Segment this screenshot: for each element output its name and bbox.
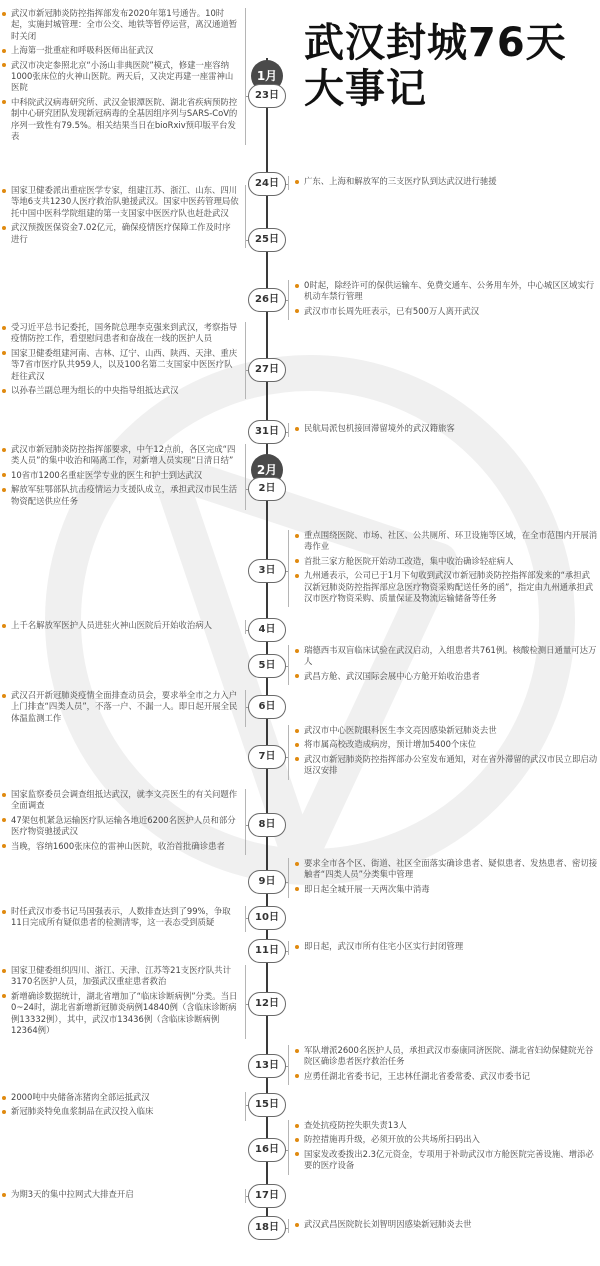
event-text: 应勇任湖北省委书记，王忠林任湖北省委常委、武汉市委书记 — [304, 1070, 531, 1081]
day-connector — [246, 489, 248, 490]
event-group — [2, 690, 246, 727]
event-item — [295, 1219, 598, 1230]
event-text: 以孙春兰副总理为组长的中央指导组抵达武汉 — [11, 385, 179, 396]
event-item — [2, 1092, 239, 1103]
bullet-icon — [2, 226, 6, 230]
event-text: 防控措施再升级，必须开放的公共场所扫码出入 — [304, 1134, 480, 1145]
event-item — [295, 1120, 598, 1131]
bullet-icon — [2, 994, 6, 998]
bullet-icon — [2, 793, 6, 797]
event-item — [2, 185, 239, 219]
day-connector — [246, 630, 248, 631]
bullet-icon — [2, 818, 6, 822]
bullet-icon — [2, 910, 6, 914]
event-group — [288, 858, 598, 898]
day-badge: 13日 — [248, 1054, 286, 1078]
event-item — [2, 1189, 239, 1200]
bullet-icon — [295, 887, 299, 891]
bullet-icon — [2, 969, 6, 973]
bullet-icon — [2, 351, 6, 355]
day-connector — [246, 1105, 248, 1106]
event-text: 国家卫健委组建河南、吉林、辽宁、山西、陕西、天津、重庆等7省市医疗队共959人，以及100名第二支国家中医医疗队赶往武汉 — [11, 347, 238, 381]
event-item — [2, 484, 239, 507]
event-group — [288, 423, 598, 437]
event-group — [2, 8, 246, 145]
event-group — [288, 941, 598, 955]
event-item — [2, 620, 239, 631]
event-item — [2, 322, 239, 345]
event-text: 武汉市中心医院眼科医生李文亮因感染新冠肺炎去世 — [304, 725, 497, 735]
day-badge: 16日 — [248, 1138, 286, 1162]
day-connector — [246, 825, 248, 826]
page-title-line1: 武汉封城76天 — [304, 20, 567, 66]
day-badge: 3日 — [248, 559, 286, 583]
event-item — [295, 570, 598, 604]
event-item — [2, 8, 239, 42]
bullet-icon — [2, 100, 6, 104]
event-text: 0时起，除经许可的保供运输车、免费交通车、公务用车外，中心城区区域实行机动车禁行管理 — [304, 280, 595, 302]
event-text: 47架包机紧急运输医疗队运输各地近6200名医护人员和部分医疗物资驰援武汉 — [11, 814, 236, 837]
event-text: 民航局派包机接回滞留境外的武汉籍旅客 — [304, 423, 455, 433]
event-text: 查处抗疫防控失职失责13人 — [304, 1120, 407, 1130]
event-group — [2, 1092, 246, 1121]
event-item — [2, 991, 239, 1037]
bullet-icon — [2, 326, 6, 330]
event-group — [2, 789, 246, 855]
event-item — [295, 725, 598, 736]
day-badge: 26日 — [248, 288, 286, 312]
event-text: 将市属高校改造成病房，预计增加5400个床位 — [304, 739, 477, 750]
event-item — [295, 280, 598, 303]
day-badge: 4日 — [248, 618, 286, 642]
day-badge: 11日 — [248, 939, 286, 963]
day-connector — [246, 240, 248, 241]
event-item — [295, 1045, 598, 1068]
event-group — [2, 906, 246, 932]
event-text: 10省市1200名重症医学专业的医生和护士到达武汉 — [11, 469, 203, 480]
bullet-icon — [2, 1096, 6, 1100]
page-title — [304, 20, 567, 112]
bullet-icon — [295, 1152, 299, 1156]
event-item — [295, 858, 598, 881]
event-item — [2, 690, 239, 724]
event-item — [295, 176, 598, 187]
day-connector — [246, 1196, 248, 1197]
event-item — [295, 530, 598, 553]
day-connector — [246, 96, 248, 97]
event-text: 武汉武昌医院院长刘智明因感染新冠肺炎去世 — [304, 1219, 472, 1229]
bullet-icon — [295, 674, 299, 678]
bullet-icon — [2, 1193, 6, 1197]
month-badge-january: 1月 — [251, 60, 283, 92]
event-item — [295, 739, 598, 750]
day-badge: 23日 — [248, 84, 286, 108]
event-item — [2, 45, 239, 56]
day-badge: 8日 — [248, 813, 286, 837]
event-item — [2, 470, 239, 481]
bullet-icon — [2, 389, 6, 393]
event-text: 上千名解放军医护人员进驻火神山医院后开始收治病人 — [11, 620, 212, 630]
bullet-icon — [2, 189, 6, 193]
event-text: 国家卫健委组织四川、浙江、天津、江苏等21支医疗队共计3170名医护人员，加强武汉重症患者救治 — [11, 965, 232, 987]
event-item — [295, 556, 598, 567]
event-group — [2, 322, 246, 399]
day-badge: 12日 — [248, 992, 286, 1016]
day-connector — [246, 918, 248, 919]
event-item — [295, 1134, 598, 1145]
day-badge: 5日 — [248, 654, 286, 678]
event-text: 军队增派2600名医护人员，承担武汉市泰康同济医院、湖北省妇幼保健院光谷院区确诊患者医疗救治任务 — [304, 1045, 594, 1067]
event-text: 国家卫健委派出重症医学专家，组建江苏、浙江、山东、四川等地6支共1230人医疗救治队驰援武汉。国家中医药管理局依托中国中医科学院组建的第一支国家中医医疗队也赶赴武汉 — [11, 185, 239, 218]
bullet-icon — [2, 488, 6, 492]
event-text: 国家监察委员会调查组抵达武汉，就李文亮医生的有关问题作全面调查 — [11, 789, 238, 811]
day-badge: 2日 — [248, 477, 286, 501]
month-badge-february: 2月 — [251, 454, 283, 486]
bullet-icon — [295, 649, 299, 653]
bullet-icon — [2, 844, 6, 848]
bullet-icon — [295, 180, 299, 184]
bullet-icon — [2, 1110, 6, 1114]
page-title-line2: 大事记 — [304, 66, 427, 112]
day-badge: 31日 — [248, 420, 286, 444]
event-text: 武汉市决定参照北京“小汤山非典医院”模式，修建一座容纳1000张床位的火神山医院。两天后，又决定再建一座雷神山医院 — [11, 59, 234, 93]
bullet-icon — [295, 1074, 299, 1078]
event-text: 九州通表示，公司已于1月下旬收到武汉市新冠肺炎防控指挥部发来的“承担武汉新冠肺炎防控指挥部应急医疗物资采购配送任务的函”，指定由九州通承担武汉市医疗物资采购、质量保证及物流运输储备等任务 — [304, 570, 594, 604]
event-text: 武昌方舱、武汉国际会展中心方舱开始收治患者 — [304, 670, 480, 681]
event-text: 即日起，武汉市所有住宅小区实行封闭管理 — [304, 941, 464, 951]
bullet-icon — [2, 12, 6, 16]
event-group — [288, 1045, 598, 1085]
event-text: 为期3天的集中拉网式大排查开启 — [11, 1189, 134, 1199]
event-item — [295, 1071, 598, 1082]
event-group — [288, 725, 598, 780]
event-text: 国家发改委拨出2.3亿元资金，专项用于补助武汉市方舱医院完善设施、增添必要的医疗设备 — [304, 1148, 594, 1171]
event-text: 广东、上海和解放军的三支医疗队到达武汉进行驰援 — [304, 176, 497, 186]
day-badge: 15日 — [248, 1093, 286, 1117]
event-item — [295, 306, 598, 317]
event-item — [2, 348, 239, 382]
event-item — [2, 444, 239, 467]
bullet-icon — [295, 1124, 299, 1128]
day-badge: 18日 — [248, 1216, 286, 1240]
event-item — [2, 789, 239, 812]
bullet-icon — [295, 743, 299, 747]
event-item — [295, 423, 598, 434]
event-group — [2, 965, 246, 1039]
event-text: 时任武汉市委书记马国强表示，人数排查达到了99%，争取11日完成所有疑似患者的检测清零，这一表态受到质疑 — [11, 906, 231, 928]
event-group — [288, 1219, 598, 1233]
day-badge: 10日 — [248, 906, 286, 930]
event-group — [2, 620, 246, 634]
event-text: 武汉市新冠肺炎防控指挥部要求，中午12点前，各区完成“四类人员”的集中收治和隔离工作，对新增人员实现“日清日结” — [11, 444, 236, 466]
bullet-icon — [2, 63, 6, 67]
event-group — [288, 530, 598, 607]
bullet-icon — [2, 624, 6, 628]
day-connector — [246, 370, 248, 371]
bullet-icon — [2, 49, 6, 53]
event-group — [288, 1120, 598, 1175]
event-text: 武汉市新冠肺炎防控指挥部办公室发布通知，对在省外滞留的武汉市民立即启动返汉安排 — [304, 753, 598, 776]
event-group — [2, 444, 246, 510]
event-text: 武汉市新冠肺炎防控指挥部发布2020年第1号通告。10时起，实施封城管理：全市公交、地铁等暂停运营，离汉通道暂时关闭 — [11, 8, 238, 41]
bullet-icon — [295, 427, 299, 431]
bullet-icon — [295, 945, 299, 949]
day-badge: 7日 — [248, 745, 286, 769]
event-group — [288, 645, 598, 685]
event-item — [2, 385, 239, 396]
event-text: 首批三家方舱医院开始动工改造，集中收治确诊轻症病人 — [304, 555, 514, 566]
event-item — [2, 1106, 239, 1117]
day-badge: 6日 — [248, 695, 286, 719]
event-text: 2000吨中央储备冻猪肉全部运抵武汉 — [11, 1092, 150, 1102]
bullet-icon — [295, 284, 299, 288]
event-text: 瑞德西韦双盲临床试验在武汉启动，入组患者共761例。核酸检测日通量可达万人 — [304, 645, 597, 667]
event-text: 要求全市各个区、街道、社区全面落实确诊患者、疑似患者、发热患者、密切接触者“四类人员”分类集中管理 — [304, 858, 598, 880]
event-item — [295, 754, 598, 777]
bullet-icon — [295, 862, 299, 866]
event-item — [2, 815, 239, 838]
bullet-icon — [2, 448, 6, 452]
bullet-icon — [295, 534, 299, 538]
event-text: 武汉预拨医保资金7.02亿元，确保疫情医疗保障工作及时序进行 — [11, 222, 231, 244]
event-text: 重点围绕医院、市场、社区、公共厕所、环卫设施等区域，在全市范围内开展消毒作业 — [304, 530, 598, 552]
event-text: 新增确诊数据统计，湖北省增加了“临床诊断病例”分类。当日0~24时，湖北省新增新冠肺炎病例14840例（含临床诊断病例13332例），其中，武汉市13436例（含临床诊断病例12364例） — [11, 990, 238, 1036]
bullet-icon — [2, 694, 6, 698]
bullet-icon — [295, 309, 299, 313]
bullet-icon — [295, 1049, 299, 1053]
bullet-icon — [2, 473, 6, 477]
event-item — [295, 1149, 598, 1172]
event-text: 武汉市市长周先旺表示，已有500万人离开武汉 — [304, 305, 480, 316]
event-text: 中科院武汉病毒研究所、武汉金银潭医院、湖北省疾病预防控制中心研究团队发现新冠病毒的全基因组序列与SARS-CoV的序列一致性有79.5%。相关结果当日在bioRxiv预印版平台发表 — [11, 96, 238, 142]
event-text: 上海第一批重症和呼吸科医师出征武汉 — [11, 45, 154, 56]
event-text: 当晚，容纳1600张床位的雷神山医院，收治首批确诊患者 — [11, 840, 225, 851]
event-group — [288, 176, 598, 190]
event-item — [295, 671, 598, 682]
event-item — [2, 97, 239, 143]
day-badge: 9日 — [248, 870, 286, 894]
event-group — [2, 1189, 246, 1203]
day-badge: 25日 — [248, 228, 286, 252]
bullet-icon — [295, 559, 299, 563]
event-item — [295, 941, 598, 952]
event-text: 武汉召开新冠肺炎疫情全面排查动员会，要求举全市之力入户上门排查“四类人员”，不落一户、不漏一人。即日起开展全民体温监测工作 — [11, 690, 238, 723]
event-text: 解放军驻鄂部队抗击疫情运力支援队成立，承担武汉市民生活物资配送供应任务 — [11, 484, 238, 506]
event-item — [295, 645, 598, 668]
day-badge: 27日 — [248, 358, 286, 382]
bullet-icon — [295, 574, 299, 578]
event-group — [2, 185, 246, 248]
event-item — [2, 841, 239, 852]
day-badge: 24日 — [248, 172, 286, 196]
event-item — [2, 222, 239, 245]
bullet-icon — [295, 757, 299, 761]
day-connector — [246, 707, 248, 708]
bullet-icon — [295, 1223, 299, 1227]
event-item — [2, 60, 239, 94]
event-text: 即日起全城开展一天两次集中消毒 — [304, 883, 430, 894]
day-badge: 17日 — [248, 1184, 286, 1208]
event-item — [2, 906, 239, 929]
day-connector — [246, 1004, 248, 1005]
event-item — [2, 965, 239, 988]
event-text: 受习近平总书记委托，国务院总理李克强来到武汉，考察指导疫情防控工作，看望慰问患者和奋战在一线的医护人员 — [11, 322, 238, 344]
bullet-icon — [295, 729, 299, 733]
event-item — [295, 884, 598, 895]
bullet-icon — [295, 1138, 299, 1142]
event-group — [288, 280, 598, 320]
event-text: 新冠肺炎特免血浆制品在武汉投入临床 — [11, 1106, 154, 1117]
